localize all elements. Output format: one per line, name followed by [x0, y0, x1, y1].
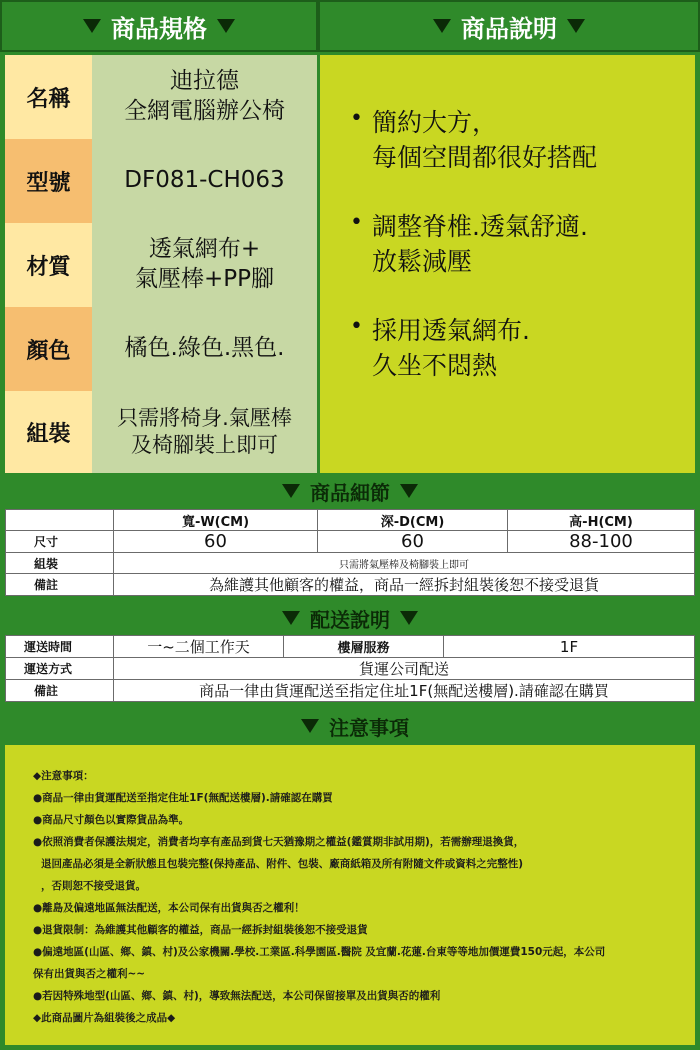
notice-line: ●若因特殊地型(山區、鄉、鎮、村)，導致無法配送，本公司保留接單及出貨與否的權利: [33, 990, 441, 1002]
bullet-icon: •: [350, 314, 363, 339]
table-cell: [6, 510, 114, 531]
delivery-remark-value: 商品一律由貨運配送至指定住址1F(無配送樓層).請確認在購買: [114, 680, 695, 702]
header-depth: 深-D(CM): [318, 510, 508, 531]
table-row: [6, 636, 695, 658]
triangle-down-icon: [217, 19, 235, 33]
description-item: • 調整脊椎.透氣舒適. 放鬆減壓: [350, 209, 695, 279]
spec-value: DF081-CH063: [92, 139, 317, 223]
delivery-time-value: 一~二個工作天: [114, 636, 284, 658]
spec-table: [5, 55, 317, 473]
spec-row-material: [5, 223, 317, 307]
description-item: • 採用透氣網布. 久坐不悶熱: [350, 313, 695, 383]
details-title: 商品細節: [310, 480, 390, 505]
bullet-icon: •: [350, 210, 363, 235]
floor-service-label: 樓層服務: [284, 636, 444, 658]
header-height: 高-H(CM): [508, 510, 695, 531]
details-table: [5, 509, 695, 596]
delivery-method-value: 貨運公司配送: [114, 658, 695, 680]
notice-line: 保有出貨與否之權利~~: [33, 968, 146, 980]
delivery-method-label: 運送方式: [6, 658, 114, 680]
spec-row-model: [5, 139, 317, 223]
notice-panel: [5, 745, 695, 1045]
notice-line: 退回產品必須是全新狀態且包裝完整(保持產品、附件、包裝、廠商紙箱及所有附隨文件或資料之完整性): [41, 858, 524, 870]
size-label: 尺寸: [6, 531, 114, 553]
spec-value: 迪拉德 全網電腦辦公椅: [92, 55, 317, 139]
notice-line: ●商品一律由貨運配送至指定住址1F(無配送樓層).請確認在購買: [33, 792, 333, 804]
triangle-down-icon: [301, 719, 319, 733]
triangle-down-icon: [400, 611, 418, 625]
delivery-time-label: 運送時間: [6, 636, 114, 658]
delivery-title: 配送說明: [310, 607, 390, 632]
spec-header-title: 商品規格: [111, 14, 207, 43]
spec-value: 橘色.綠色.黑色.: [92, 307, 317, 391]
triangle-down-icon: [282, 611, 300, 625]
table-row: [6, 680, 695, 702]
notice-line: ●商品尺寸顏色以實際貨品為準。: [33, 814, 190, 826]
description-panel: [320, 55, 695, 473]
details-section-header: [5, 475, 695, 507]
triangle-down-icon: [282, 484, 300, 498]
desc-header-title: 商品說明: [461, 14, 557, 43]
spec-label: 型號: [5, 139, 92, 223]
table-row: [6, 510, 695, 531]
size-height: 88-100: [508, 531, 695, 553]
assembly-label: 組裝: [6, 553, 114, 574]
spec-header: [0, 0, 318, 52]
notice-line: ◆注意事項：: [33, 770, 94, 782]
table-row: [6, 658, 695, 680]
remark-label: 備註: [6, 574, 114, 596]
spec-label: 材質: [5, 223, 92, 307]
spec-label: 組裝: [5, 391, 92, 473]
delivery-section-header: [5, 602, 695, 634]
table-row: [6, 531, 695, 553]
table-row: [6, 553, 695, 574]
floor-service-value: 1F: [444, 636, 695, 658]
spec-value: 透氣網布+ 氣壓棒+PP腳: [92, 223, 317, 307]
notice-section-header: [5, 708, 695, 744]
delivery-remark-label: 備註: [6, 680, 114, 702]
triangle-down-icon: [567, 19, 585, 33]
notice-title: 注意事項: [329, 715, 409, 740]
spec-label: 顏色: [5, 307, 92, 391]
notice-line: ●退貨限制：為維護其他顧客的權益，商品一經拆封組裝後恕不接受退貨: [33, 924, 368, 936]
notice-line: ●離島及偏遠地區無法配送，本公司保有出貨與否之權利！: [33, 902, 305, 914]
spec-label: 名稱: [5, 55, 92, 139]
assembly-value: 只需將氣壓棒及椅腳裝上即可: [114, 553, 695, 574]
notice-line: ，否則恕不接受退貨。: [41, 880, 146, 892]
description-item: • 簡約大方， 每個空間都很好搭配: [350, 105, 695, 175]
delivery-table: [5, 635, 695, 702]
triangle-down-icon: [433, 19, 451, 33]
spec-value: 只需將椅身.氣壓棒 及椅腳裝上即可: [92, 391, 317, 473]
table-row: [6, 574, 695, 596]
spec-row-color: [5, 307, 317, 391]
top-header: [0, 0, 700, 52]
notice-line: ●依照消費者保護法規定，消費者均享有產品到貨七天猶豫期之權益(鑑賞期非試用期)，若需辦理退換貨，: [33, 836, 525, 848]
desc-header: [318, 0, 700, 52]
size-width: 60: [114, 531, 318, 553]
remark-value: 為維護其他顧客的權益，商品一經拆封組裝後恕不接受退貨: [114, 574, 695, 596]
triangle-down-icon: [83, 19, 101, 33]
notice-line: ◆此商品圖片為組裝後之成品◆: [33, 1012, 176, 1024]
spec-row-assembly: [5, 391, 317, 473]
triangle-down-icon: [400, 484, 418, 498]
spec-row-name: [5, 55, 317, 139]
size-depth: 60: [318, 531, 508, 553]
header-width: 寬-W(CM): [114, 510, 318, 531]
notice-line: ●偏遠地區(山區、鄉、鎮、村)及公家機關.學校.工業區.科學園區.醫院 及宜蘭.花蓮.台東等等地加價運費150元起，本公司: [33, 946, 606, 958]
bullet-icon: •: [350, 106, 363, 131]
